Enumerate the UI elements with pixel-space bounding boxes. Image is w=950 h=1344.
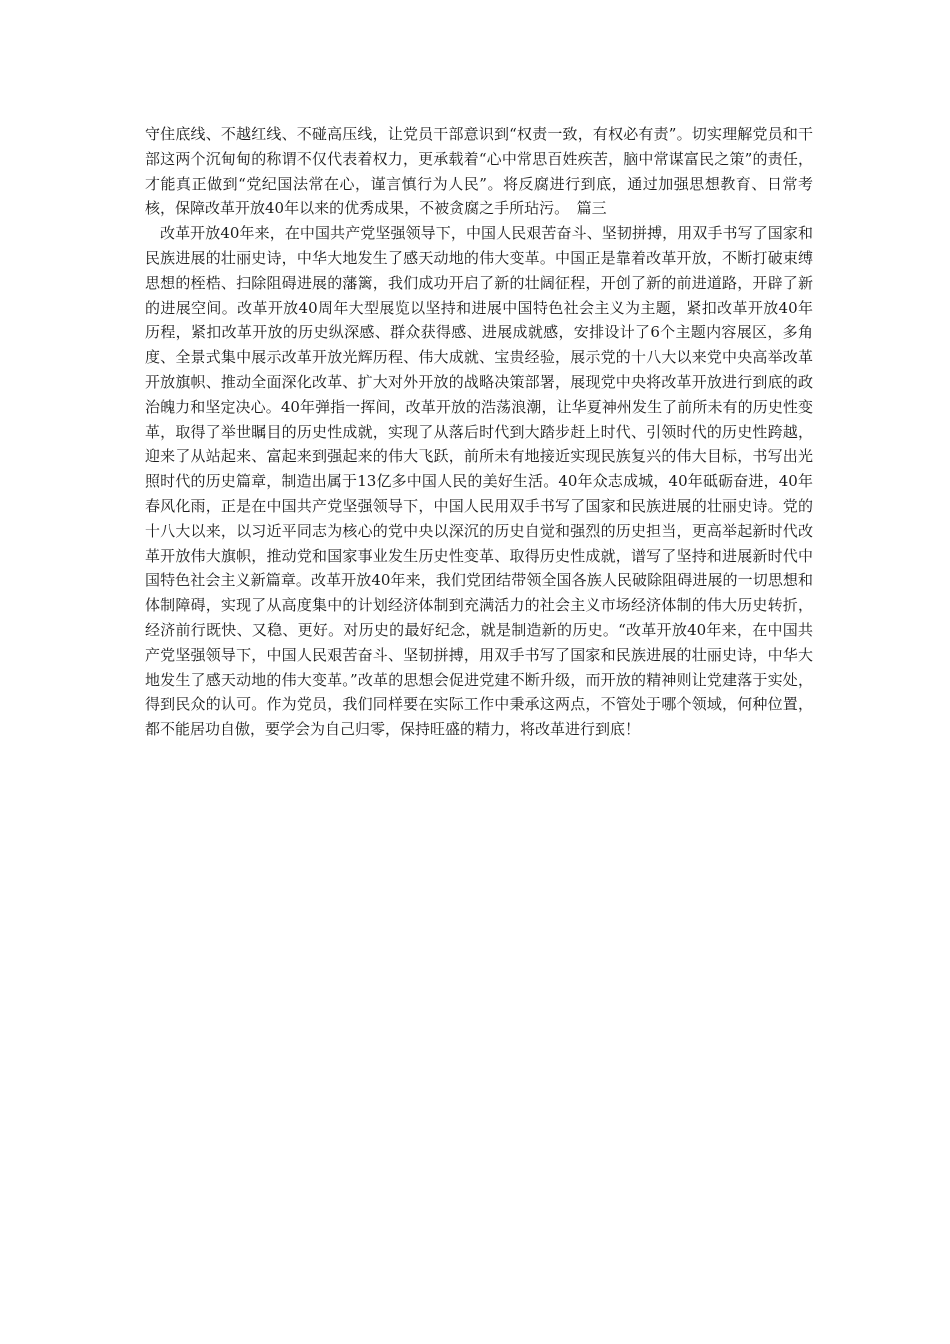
paragraph-2: 改革开放40年来，在中国共产党坚强领导下，中国人民艰苦奋斗、坚韧拼搏，用双手书写了国家和民族进展的壮丽史诗，中华大地发生了感天动地的伟大变革。中国正是靠着改革开放，不断打破束缚思想的桎梏、扫除阻碍进展的藩篱，我们成功开启了新的壮阔征程，开创了新的前进道路，开辟了新的进展空间。改革开放40周年大型展览以坚持和进展中国特色社会主义为主题，紧扣改革开放40年历程，紧扣改革开放的历史纵深感、群众获得感、进展成就感，安排设计了6个主题内容展区，多角度、全景式集中展示改革开放光辉历程、伟大成就、宝贵经验，展示党的十八大以来党中央高举改革开放旗帜、推动全面深化改革、扩大对外开放的战略决策部署，展现党中央将改革开放进行到底的政治魄力和坚定决心。40年弹指一挥间，改革开放的浩荡浪潮，让华夏神州发生了前所未有的历史性变革，取得了举世瞩目的历史性成就，实现了从落后时代到大踏步赶上时代、引领时代的历史性跨越，迎来了从站起来、富起来到强起来的伟大飞跃，前所未有地接近实现民族复兴的伟大目标，书写出光照时代的历史篇章，制造出属于13亿多中国人民的美好生活。40年众志成城，40年砥砺奋进，40年春风化雨，正是在中国共产党坚强领导下，中国人民用双手书写了国家和民族进展的壮丽史诗。党的十八大以来，以习近平同志为核心的党中央以深沉的历史自觉和强烈的历史担当，更高举起新时代改革开放伟大旗帜，推动党和国家事业发生历史性变革、取得历史性成就，谱写了坚持和进展新时代中国特色社会主义新篇章。改革开放40年来，我们党团结带领全国各族人民破除阻碍进展的一切思想和体制障碍，实现了从高度集中的计划经济体制到充满活力的社会主义市场经济体制的伟大历史转折，经济前行既快、又稳、更好。对历史的最好纪念，就是制造新的历史。“改革开放40年来，在中国共产党坚强领导下，中国人民艰苦奋斗、坚韧拼搏，用双手书写了国家和民族进展的壮丽史诗，中华大地发生了感天动地的伟大变革。”改革的思想会促进党建不断升级，而开放的精神则让党建落于实处，得到民众的认可。作为党员，我们同样要在实际工作中秉承这两点，不管处于哪个领域，何种位置，都不能居功自傲，要学会为自己归零，保持旺盛的精力，将改革进行到底！ [145, 224, 813, 739]
paragraph-1: 守住底线、不越红线、不碰高压线，让党员干部意识到“权责一致，有权必有责”。切实理解党员和干部这两个沉甸甸的称谓不仅代表着权力，更承载着“心中常思百姓疾苦，脑中常谋富民之策”的责任，才能真正做到“党纪国法常在心，谨言慎行为人民”。将反腐进行到底，通过加强思想教育、日常考核，保障改革开放40年以来的优秀成果，不被贪腐之手所玷污。 篇三 [145, 125, 813, 218]
document-body [145, 122, 813, 742]
